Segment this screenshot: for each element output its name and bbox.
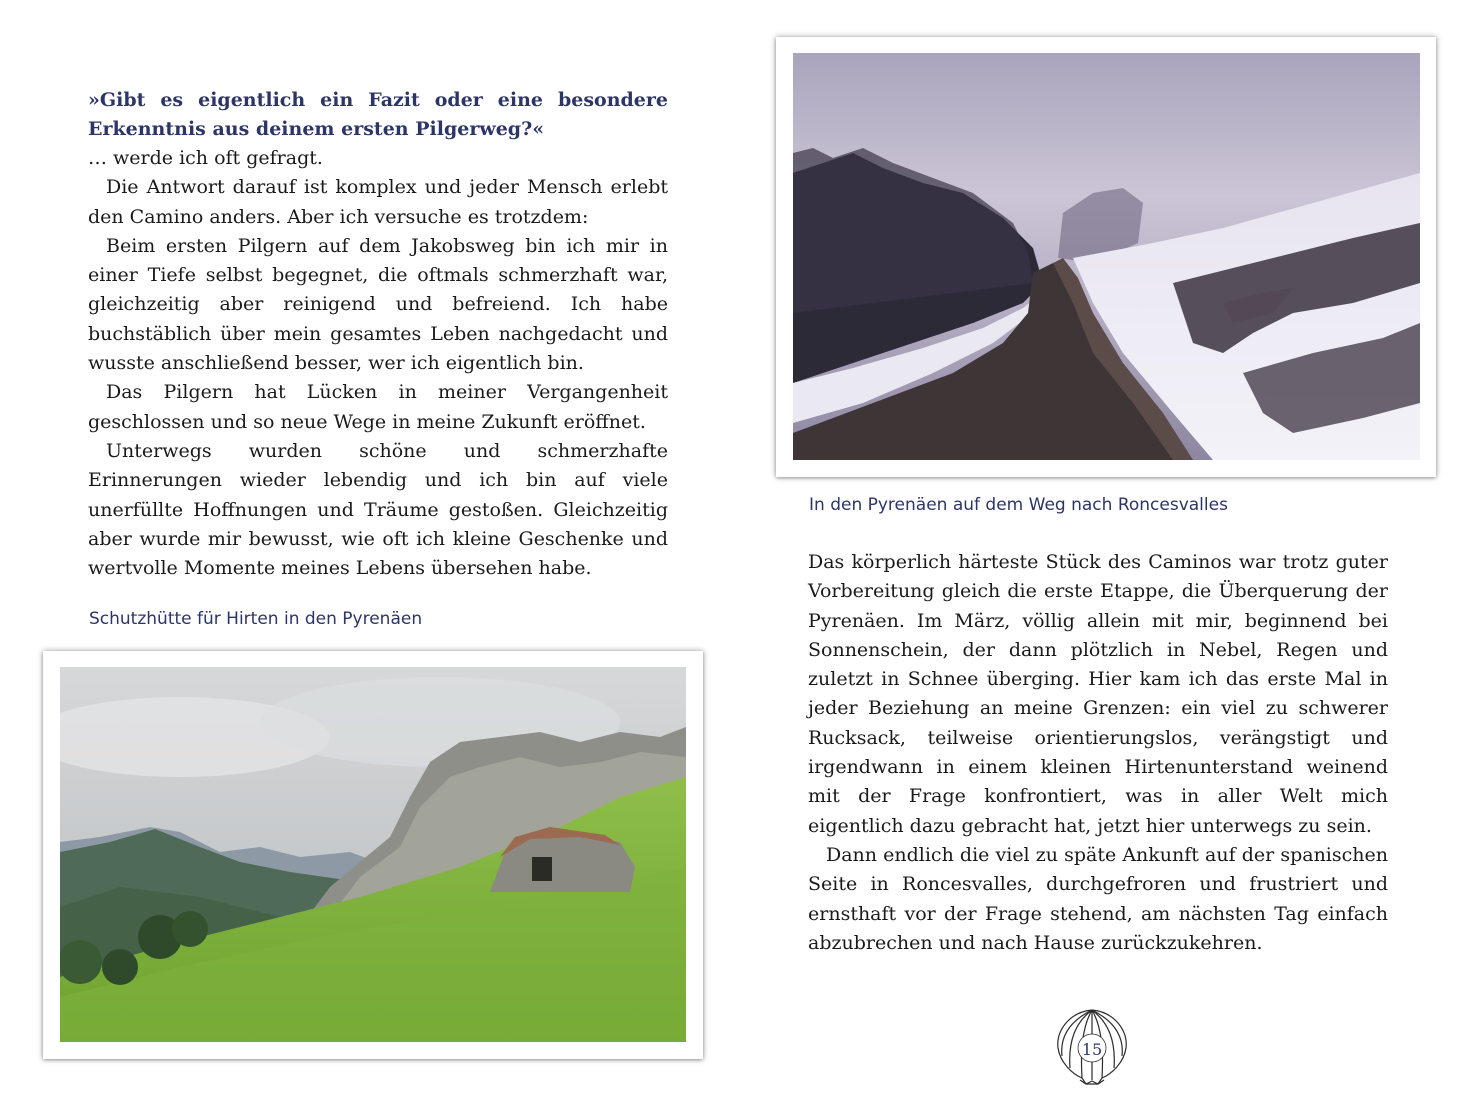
snow-path-photo-caption: In den Pyrenäen auf dem Weg nach Roncesvalles (809, 495, 1228, 515)
paragraph-1: … werde ich oft gefragt. (88, 147, 323, 169)
shelter-photo-caption: Schutzhütte für Hirten in den Pyrenäen (89, 609, 423, 629)
paragraph-3: Beim ersten Pilgern auf dem Jakobsweg bin ich mir in einer Tiefe selbst begegnet, die oftmals schmerzhaft war, gleichzeitig aber reinigend und befreiend. Ich habe buchstäblich über mein gesamtes Leben nachgedacht und wusste anschließend besser, wer ich eigentlich bin. (88, 234, 668, 375)
page-number-ornament (1050, 1004, 1134, 1088)
paragraph-7: Dann endlich die viel zu späte Ankunft auf der spanischen Seite in Roncesvalles, durchgefroren und frustriert und ernsthaft vor der Frage stehend, am nächsten Tag einfach abzubrechen und nach Hause zurückzukehren. (808, 843, 1388, 954)
left-text-column (88, 86, 668, 583)
paragraph-6: Das körperlich härteste Stück des Caminos war trotz guter Vorbereitung gleich die erste Etappe, die Überquerung der Pyrenäen. Im März, völlig allein mit mir, beginnend bei Sonnenschein, der dann plötzlich in Nebel, Regen und zuletzt in Schnee überging. Hier kam ich das erste Mal in jeder Beziehung an meine Grenzen: ein viel zu schwerer Rucksack, teilweise orientierungslos, verängstigt und irgendwann in einem kleinen Hirtenunterstand weinend mit der Frage konfrontiert, was in aller Welt mich eigentlich dazu gebracht hat, jetzt hier unterwegs zu sein. (808, 551, 1388, 837)
right-text-column (808, 548, 1388, 958)
question-heading: »Gibt es eigentlich ein Fazit oder eine besondere Erkenntnis aus deinem ersten Pilgerweg?« (88, 89, 668, 140)
paragraph-5: Unterwegs wurden schöne und schmerzhafte Erinnerungen wieder lebendig und ich bin auf viele unerfüllte Hoffnungen und Träume gestoßen. Gleichzeitig aber wurde mir bewusst, wie oft ich kleine Geschenke und wertvolle Momente meines Lebens übersehen habe. (88, 439, 668, 580)
snow-path-photo (793, 53, 1420, 460)
page-number: 15 (1081, 1040, 1103, 1059)
paragraph-2: Die Antwort darauf ist komplex und jeder Mensch erlebt den Camino anders. Aber ich versuche es trotzdem: (88, 176, 668, 228)
shelter-photo (60, 667, 686, 1042)
paragraph-4: Das Pilgern hat Lücken in meiner Vergangenheit geschlossen und so neue Wege in meine Zukunft eröffnet. (88, 381, 668, 433)
